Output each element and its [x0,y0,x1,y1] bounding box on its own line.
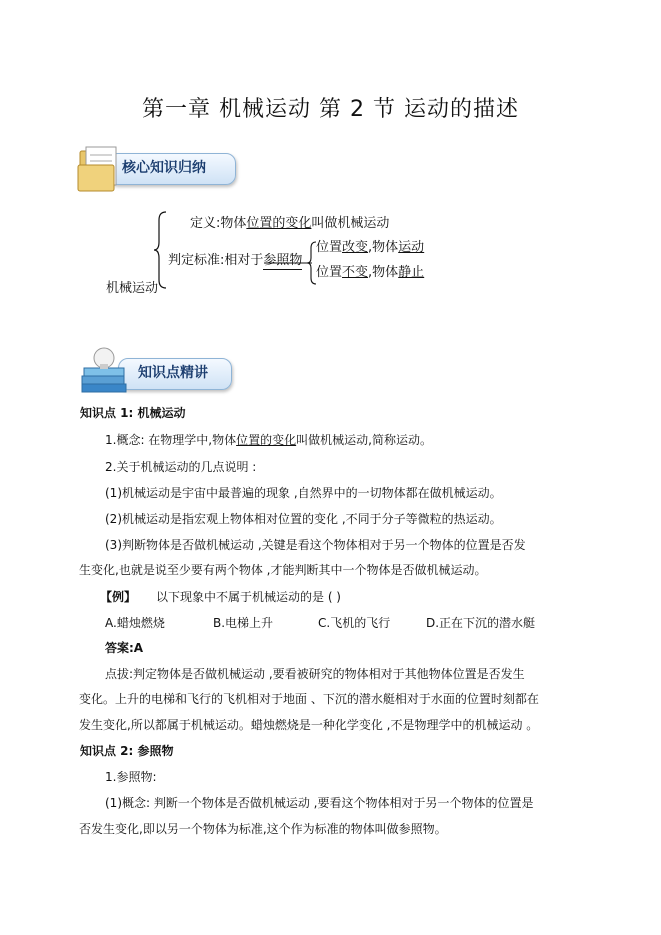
answer: 答案:A [105,641,144,655]
paragraph-line: 1.参照物: [105,770,157,784]
mindmap-branch-moving: 位置改变,物体运动 [316,240,425,255]
example-question: 以下现象中不属于机械运动的是 ( ) [156,590,341,604]
mindmap-root: 机械运动 [106,281,159,296]
option-a: A.蜡烛燃烧 [105,616,165,630]
banner-title: 核心知识归纳 [122,160,206,176]
paragraph-line: (2)机械运动是指宏观上物体相对位置的变化 ,不同于分子等微粒的热运动。 [105,512,502,526]
tip-line: 发生变化,所以都属于机械运动。蜡烛燃烧是一种化学变化 ,不是物理学中的机械运动 。 [79,718,539,732]
example-label: 【例】 [100,590,137,604]
mindmap-definition: 定义:物体位置的变化叫做机械运动 [190,216,390,231]
option-d: D.正在下沉的潜水艇 [426,616,536,630]
mindmap-judge: 判定标准:相对于参照物 [168,253,303,268]
tip-line: 变化。上升的电梯和飞行的飞机相对于地面 、下沉的潜水艇相对于水面的位置时刻都在 [79,692,539,706]
books-icon [78,342,130,398]
banner-title: 知识点精讲 [138,365,208,381]
paragraph-line: 否发生变化,即以另一个物体为标准,这个作为标准的物体叫做参照物。 [79,822,447,836]
paragraph-line: 2.关于机械运动的几点说明 : [105,460,257,474]
concept-line: 1.概念: 在物理学中,物体位置的变化叫做机械运动,简称运动。 [105,433,432,447]
option-b: B.电梯上升 [213,616,274,630]
tip-line: 点拔:判定物体是否做机械运动 ,要看被研究的物体相对于其他物体位置是否发生 [105,667,525,681]
paragraph-line: (1)概念: 判断一个物体是否做机械运动 ,要看这个物体相对于另一个物体的位置是 [105,796,534,810]
paragraph-line: (1)机械运动是宇宙中最普遍的现象 ,自然界中的一切物体都在做机械运动。 [105,486,502,500]
mindmap-branch-static: 位置不变,物体静止 [316,265,425,280]
folder-icon [76,143,124,193]
page-title: 第一章 机械运动 第 2 节 运动的描述 [142,97,519,122]
section-heading-1: 知识点 1: 机械运动 [80,406,186,420]
option-c: C.飞机的飞行 [318,616,391,630]
connector-line [264,262,312,266]
section-heading-2: 知识点 2: 参照物 [80,744,174,758]
paragraph-line: 生变化,也就是说至少要有两个物体 ,才能判断其中一个物体是否做机械运动。 [79,563,487,577]
brace-large [153,210,169,290]
section-banner-points [78,348,238,396]
section-banner-core [76,143,246,191]
paragraph-line: (3)判断物体是否做机械运动 ,关键是看这个物体相对于另一个物体的位置是否发 [105,538,526,552]
